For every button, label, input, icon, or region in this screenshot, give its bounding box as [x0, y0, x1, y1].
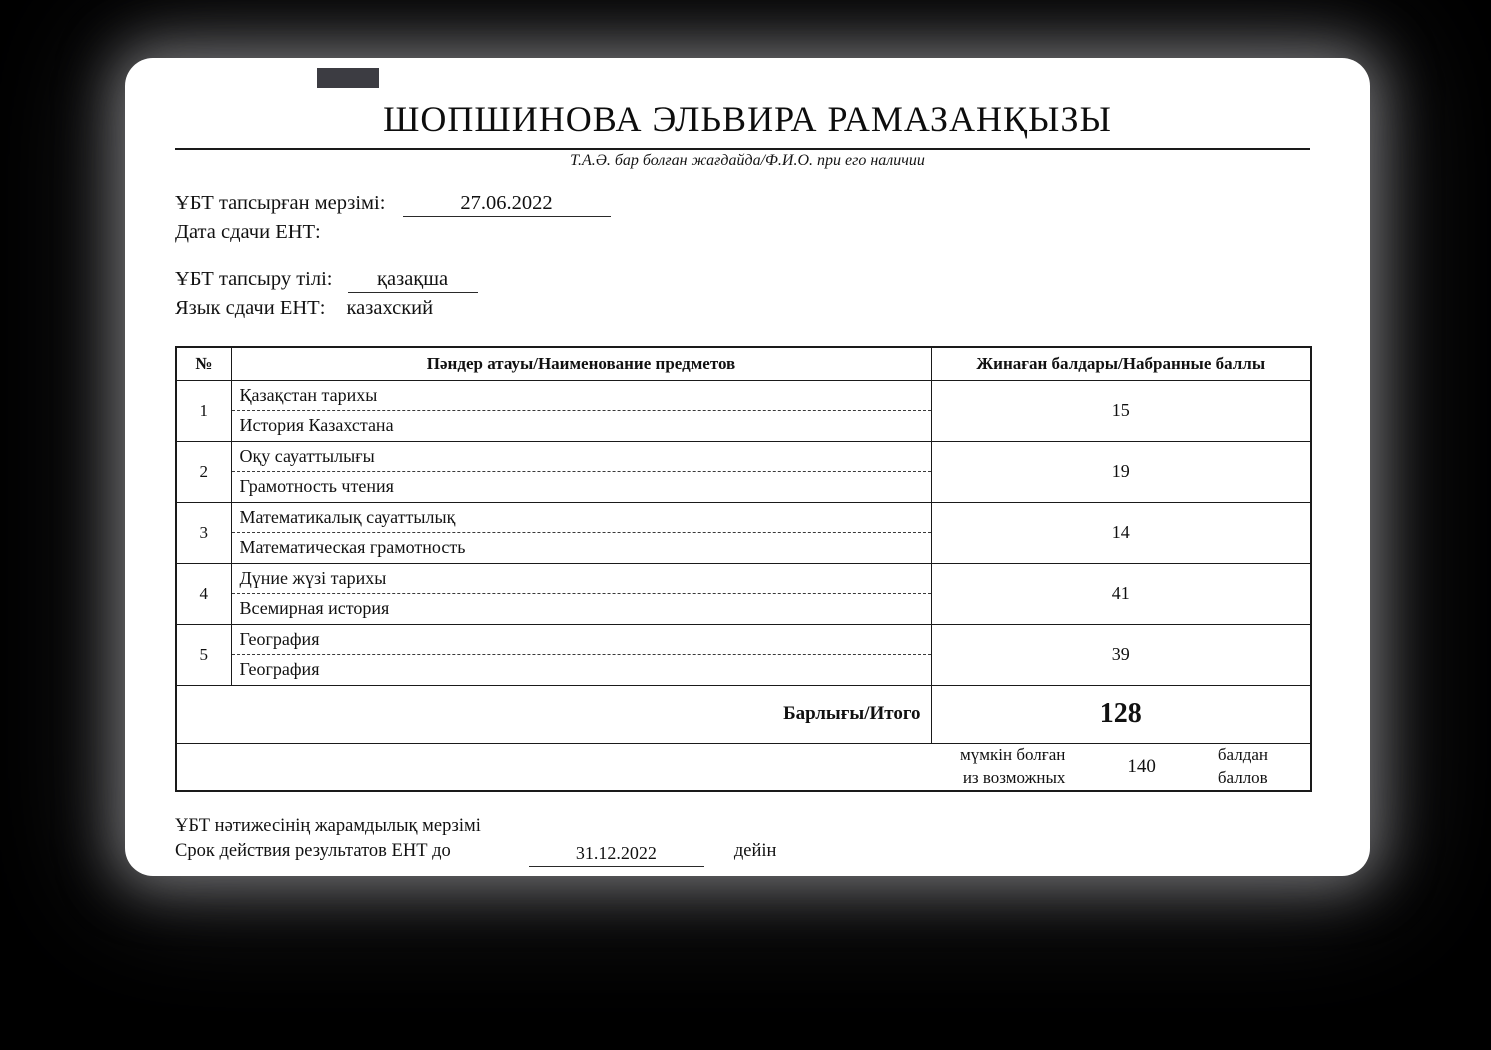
table-row — [176, 624, 1311, 685]
subject-kk: География — [232, 625, 931, 656]
fields-section — [175, 192, 1310, 320]
test-date-value: 27.06.2022 — [403, 192, 611, 217]
header-score: Жинаған балдары/Набранные баллы — [931, 347, 1311, 381]
subject-cell — [231, 563, 931, 624]
subject-ru: Грамотность чтения — [239, 476, 394, 497]
possible-cell — [176, 743, 1311, 791]
subject-kk: Оқу сауаттылығы — [232, 442, 931, 473]
score-value: 19 — [931, 441, 1311, 502]
possible-label — [960, 744, 1065, 790]
subject-ru: Математическая грамотность — [239, 537, 466, 558]
name-caption: Т.А.Ә. бар болған жағдайда/Ф.И.О. при его наличии — [570, 151, 925, 169]
test-date-line — [175, 192, 1310, 217]
validity-label-kk: ҰБТ нәтижесінің жарамдылық мерзімі — [175, 816, 481, 837]
subject-cell — [231, 441, 931, 502]
validity-label-ru: Срок действия результатов ЕНТ до — [175, 841, 451, 862]
possible-row — [176, 743, 1311, 791]
subject-cell — [231, 502, 931, 563]
score-value: 15 — [931, 380, 1311, 441]
subject-ru: География — [239, 659, 320, 680]
test-lang-label-kk: ҰБТ тапсыру тілі: — [175, 267, 333, 290]
test-lang-value-ru: казахский — [346, 296, 434, 319]
possible-unit-ru: баллов — [1217, 767, 1268, 787]
table-row — [176, 502, 1311, 563]
total-row — [176, 685, 1311, 743]
total-label: Барлығы/Итого — [176, 685, 931, 743]
test-date-label-kk: ҰБТ тапсырған мерзімі: — [175, 191, 386, 214]
table-row — [176, 441, 1311, 502]
validity-suffix: дейін — [733, 841, 777, 862]
title-divider — [175, 148, 1310, 150]
test-lang-label-ru: Язык сдачи ЕНТ: — [175, 296, 326, 319]
row-number: 1 — [176, 380, 231, 441]
row-number: 3 — [176, 502, 231, 563]
table-header-row — [176, 347, 1311, 381]
scan-artifact — [317, 68, 379, 88]
possible-unit-kk: балдан — [1217, 744, 1268, 764]
subject-cell — [231, 624, 931, 685]
subject-cell — [231, 380, 931, 441]
row-number: 2 — [176, 441, 231, 502]
test-lang-value-kk: қазақша — [348, 268, 478, 293]
page-title: ШОПШИНОВА ЭЛЬВИРА РАМАЗАНҚЫЗЫ — [383, 99, 1112, 139]
subject-kk: Қазақстан тарихы — [232, 381, 931, 412]
row-number: 5 — [176, 624, 231, 685]
score-value: 41 — [931, 563, 1311, 624]
subject-kk: Дүние жүзі тарихы — [232, 564, 931, 595]
possible-label-ru: из возможных — [962, 767, 1066, 787]
table-row — [176, 563, 1311, 624]
table-row — [176, 380, 1311, 441]
header-subject: Пәндер атауы/Наименование предметов — [231, 347, 931, 381]
validity-label — [175, 814, 481, 864]
subject-ru: История Казахстана — [239, 415, 394, 436]
score-value: 14 — [931, 502, 1311, 563]
validity-section — [175, 814, 1310, 864]
validity-date-value: 31.12.2022 — [529, 841, 704, 867]
scores-table — [175, 346, 1312, 793]
total-value: 128 — [931, 685, 1311, 743]
score-value: 39 — [931, 624, 1311, 685]
possible-value: 140 — [1127, 756, 1156, 778]
test-lang-line-ru — [175, 297, 1310, 320]
test-date-line-ru — [175, 221, 1310, 244]
test-lang-line-kk — [175, 268, 1310, 293]
subject-ru: Всемирная история — [239, 598, 390, 619]
header-num: № — [176, 347, 231, 381]
row-number: 4 — [176, 563, 231, 624]
possible-unit — [1218, 744, 1268, 790]
possible-label-kk: мүмкін болған — [960, 744, 1066, 764]
certificate-card — [125, 58, 1370, 876]
test-date-label-ru: Дата сдачи ЕНТ: — [175, 220, 321, 243]
subject-kk: Математикалық сауаттылық — [232, 503, 931, 534]
